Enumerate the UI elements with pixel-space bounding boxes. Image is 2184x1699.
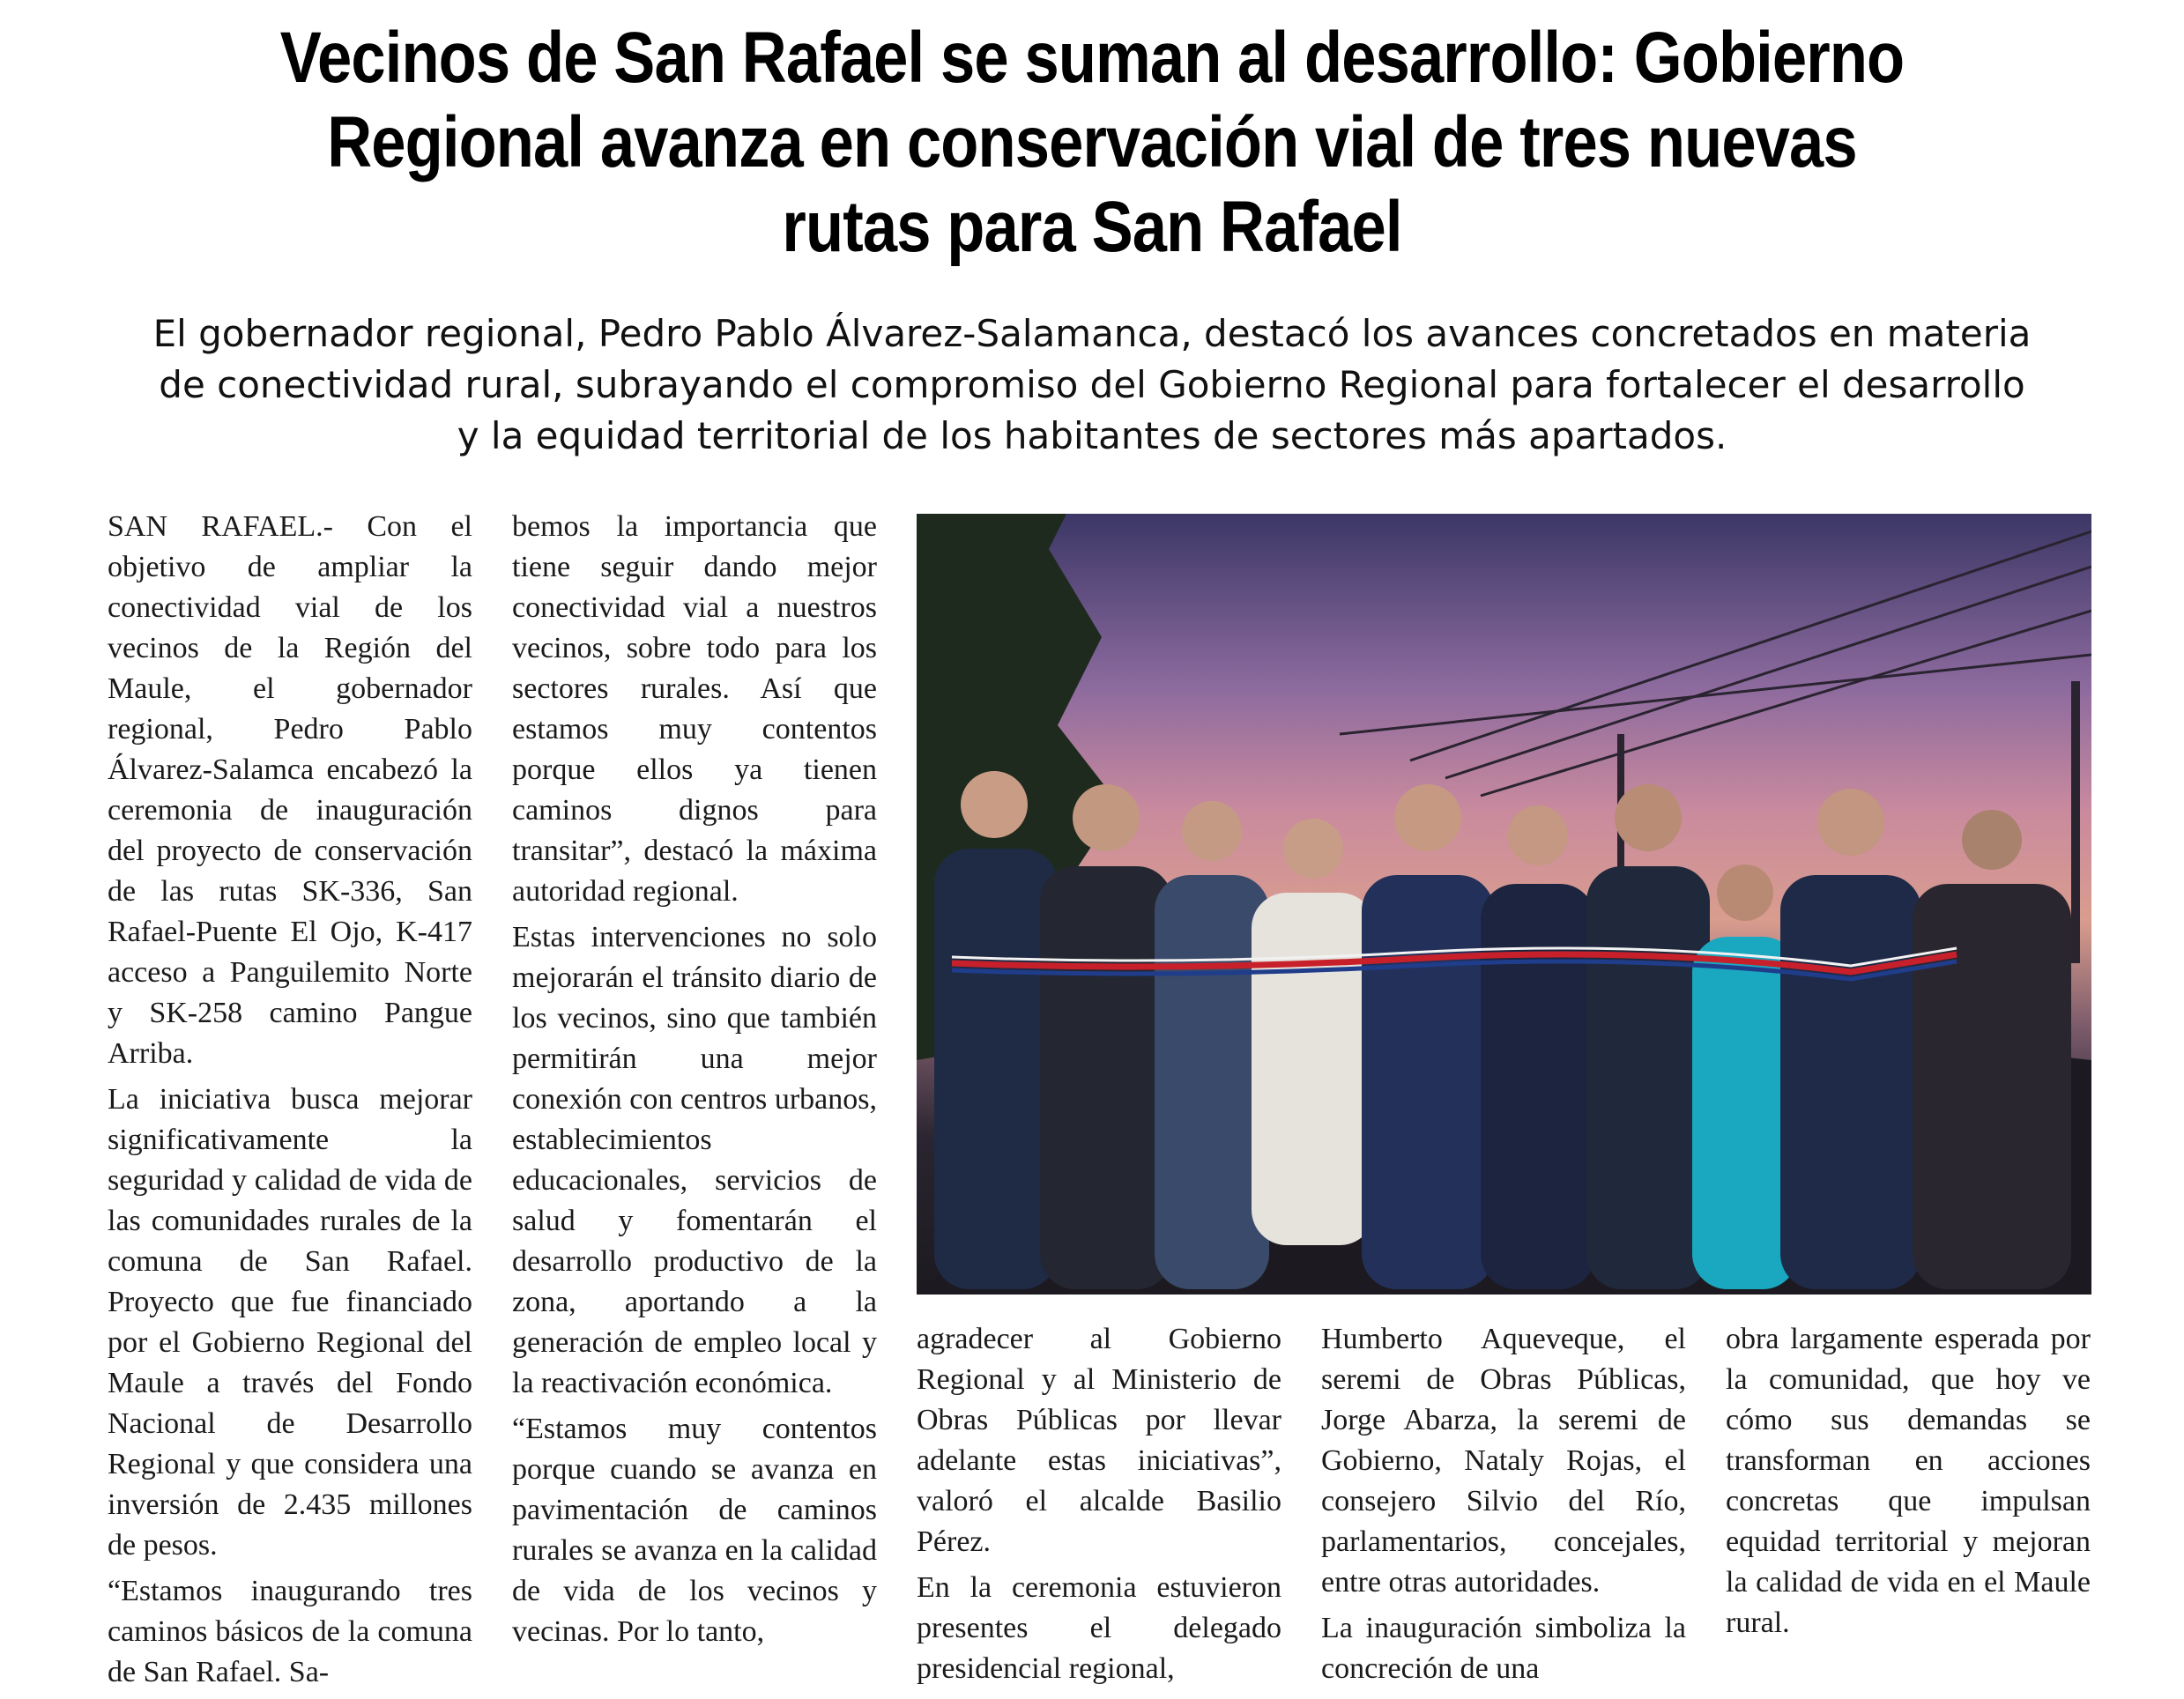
- body-paragraph-5a: “Estamos muy contentos porque cuando se avanza en pavimentación de caminos rurales se avanza en la calidad de vida de los vecinos y vecinas. Por lo tanto,: [512, 1413, 877, 1648]
- body-column-2: [512, 507, 877, 1658]
- body-paragraph-1: SAN RAFAEL.- Con el objetivo de ampliar la conectividad vial de los vecinos de la Región del Maule, el gobernador regional, Pedro Pablo Álvarez-Salamca encabezó la ceremonia de inauguración del proyecto de conservación de las rutas SK-336, San Rafael-Puente El Ojo, K-417 acceso a Panguilemito Norte y SK-258 camino Pangue Arriba.: [108, 510, 472, 1070]
- headline-line-3: rutas para San Rafael: [782, 187, 1402, 267]
- body-paragraph-4: Estas intervenciones no solo mejorarán el tránsito diario de los vecinos, sino que también permitirán una mejor conexión con centros urbanos, establecimientos educacionales, servicios de salud y fomentarán el desarrollo productivo de la zona, aportando a la generación de empleo local y la reactivación económica.: [512, 921, 877, 1399]
- power-lines: [1340, 531, 2091, 796]
- body-column-4: [1321, 1319, 1686, 1695]
- body-column-5: [1726, 1319, 2091, 1649]
- article-subtitle: [88, 308, 2096, 462]
- headline-line-2: Regional avanza en conservación vial de tres nuevas: [327, 102, 1857, 182]
- body-column-3: [917, 1319, 1281, 1695]
- subtitle-line-3: y la equidad territorial de los habitantes de sectores más apartados.: [457, 414, 1727, 457]
- body-paragraph-5b: agradecer al Gobierno Regional y al Ministerio de Obras Públicas por llevar adelante estas iniciativas”, valoró el alcalde Basilio Pérez.: [917, 1323, 1281, 1558]
- article-headline: [228, 16, 1955, 270]
- utility-pole-right: [2071, 681, 2080, 963]
- people-group: [934, 771, 2071, 1289]
- photo-illustration: [917, 514, 2091, 1295]
- body-paragraph-6b: Humberto Aqueveque, el seremi de Obras Públicas, Jorge Abarza, la seremi de Gobierno, Nataly Rojas, el consejero Silvio del Río, parlamentarios, concejales, entre otras autoridades.: [1321, 1323, 1686, 1599]
- body-paragraph-7a: La inauguración simboliza la concreción de una: [1321, 1612, 1686, 1685]
- body-paragraph-7b: obra largamente esperada por la comunidad, que hoy ve cómo sus demandas se transforman en acciones concretas que impulsan equidad territorial y mejoran la calidad de vida en el Maule rural.: [1726, 1323, 2091, 1639]
- headline-line-1: Vecinos de San Rafael se suman al desarrollo: Gobierno: [279, 18, 1905, 98]
- ribbon-cutting-photo: [917, 514, 2091, 1295]
- subtitle-line-2: de conectividad rural, subrayando el compromiso del Gobierno Regional para fortalecer el desarrollo: [159, 363, 2025, 406]
- body-paragraph-6a: En la ceremonia estuvieron presentes el delegado presidencial regional,: [917, 1571, 1281, 1685]
- subtitle-line-1: El gobernador regional, Pedro Pablo Álvarez-Salamanca, destacó los avances concretados en materia: [152, 312, 2032, 355]
- body-column-1: [108, 507, 472, 1698]
- body-paragraph-3a: “Estamos inaugurando tres caminos básicos de la comuna de San Rafael. Sa-: [108, 1575, 472, 1688]
- body-paragraph-2: La iniciativa busca mejorar significativamente la seguridad y calidad de vida de las comunidades rurales de la comuna de San Rafael. Proyecto que fue financiado por el Gobierno Regional del Maule a través del Fondo Nacional de Desarrollo Regional y que considera una inversión de 2.435 millones de pesos.: [108, 1083, 472, 1562]
- body-paragraph-3b: bemos la importancia que tiene seguir dando mejor conectividad vial a nuestros vecinos, sobre todo para los sectores rurales. Así que estamos muy contentos porque ellos ya tienen caminos dignos para transitar”, destacó la máxima autoridad regional.: [512, 510, 877, 908]
